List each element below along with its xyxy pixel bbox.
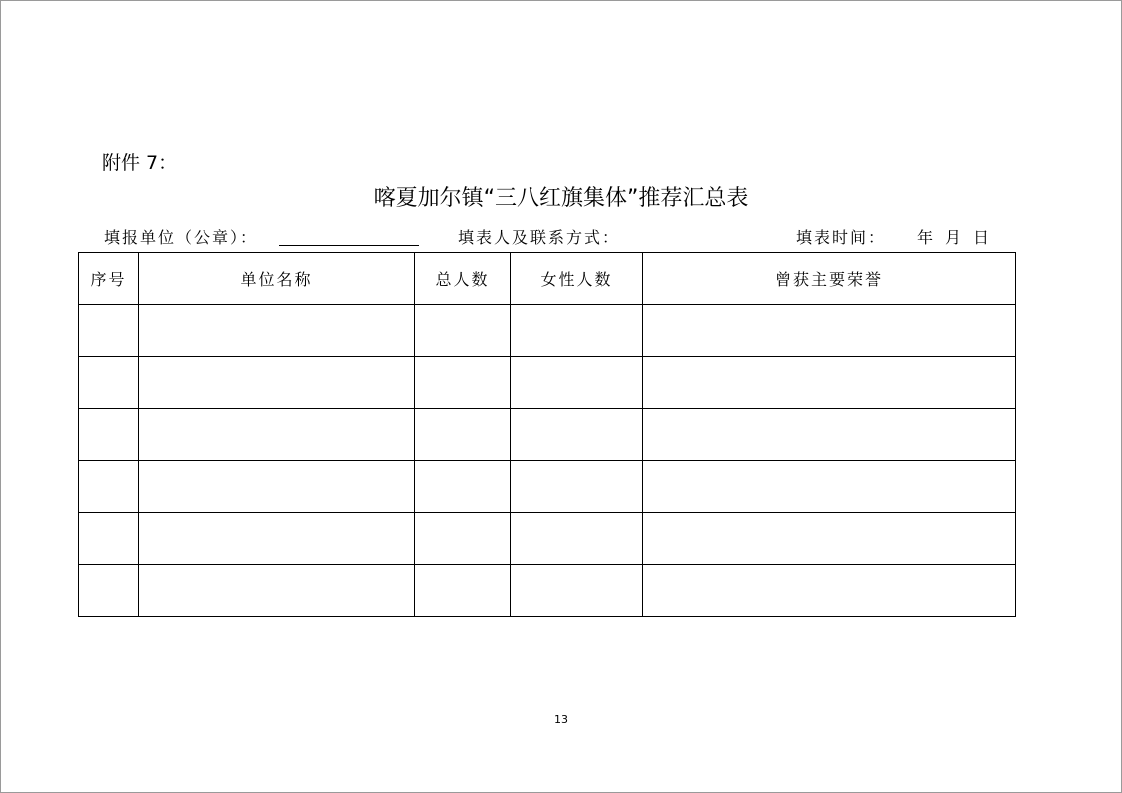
table-cell [643,357,1016,409]
contact-label: 填表人及联系方式： [458,228,621,247]
table-cell [511,565,643,617]
table-cell [415,461,511,513]
page-number: 13 [554,713,568,726]
table-cell [643,305,1016,357]
table-cell [79,305,139,357]
table-cell [139,357,415,409]
header-total-people: 总人数 [415,253,511,305]
table-cell [511,305,643,357]
fill-time-label: 填表时间： [796,228,887,247]
table-cell [139,305,415,357]
table-cell [79,461,139,513]
table-cell [511,461,643,513]
table-cell [79,565,139,617]
attachment-label: 附件 7： [102,152,178,174]
table-cell [139,565,415,617]
table-row [79,461,1016,513]
header-female-count: 女性人数 [511,253,643,305]
year-label: 年 [917,228,934,247]
day-label: 日 [973,228,990,247]
table-cell [415,513,511,565]
table-row [79,305,1016,357]
table-cell [643,409,1016,461]
table-cell [139,461,415,513]
date-slots [917,228,1001,248]
table-cell [415,409,511,461]
header-unit-name: 单位名称 [139,253,415,305]
header-serial-number: 序号 [79,253,139,305]
table-cell [415,565,511,617]
table-cell [79,357,139,409]
table-header-row [79,253,1016,305]
table-cell [79,409,139,461]
table-cell [415,357,511,409]
table-row [79,357,1016,409]
table-row [79,565,1016,617]
summary-table [78,252,1016,617]
table-row [79,409,1016,461]
table-cell [511,513,643,565]
table-cell [511,409,643,461]
table-row [79,513,1016,565]
page-title: 喀夏加尔镇“三八红旗集体”推荐汇总表 [373,186,749,211]
table-cell [643,513,1016,565]
table-cell [643,461,1016,513]
month-label: 月 [945,228,962,247]
table-cell [139,409,415,461]
table-cell [79,513,139,565]
table-cell [511,357,643,409]
table-cell [415,305,511,357]
header-main-honors: 曾获主要荣誉 [643,253,1016,305]
fill-unit-underline [279,245,419,246]
table-cell [139,513,415,565]
fill-unit-label: 填报单位（公章）： [104,228,259,247]
table-cell [643,565,1016,617]
